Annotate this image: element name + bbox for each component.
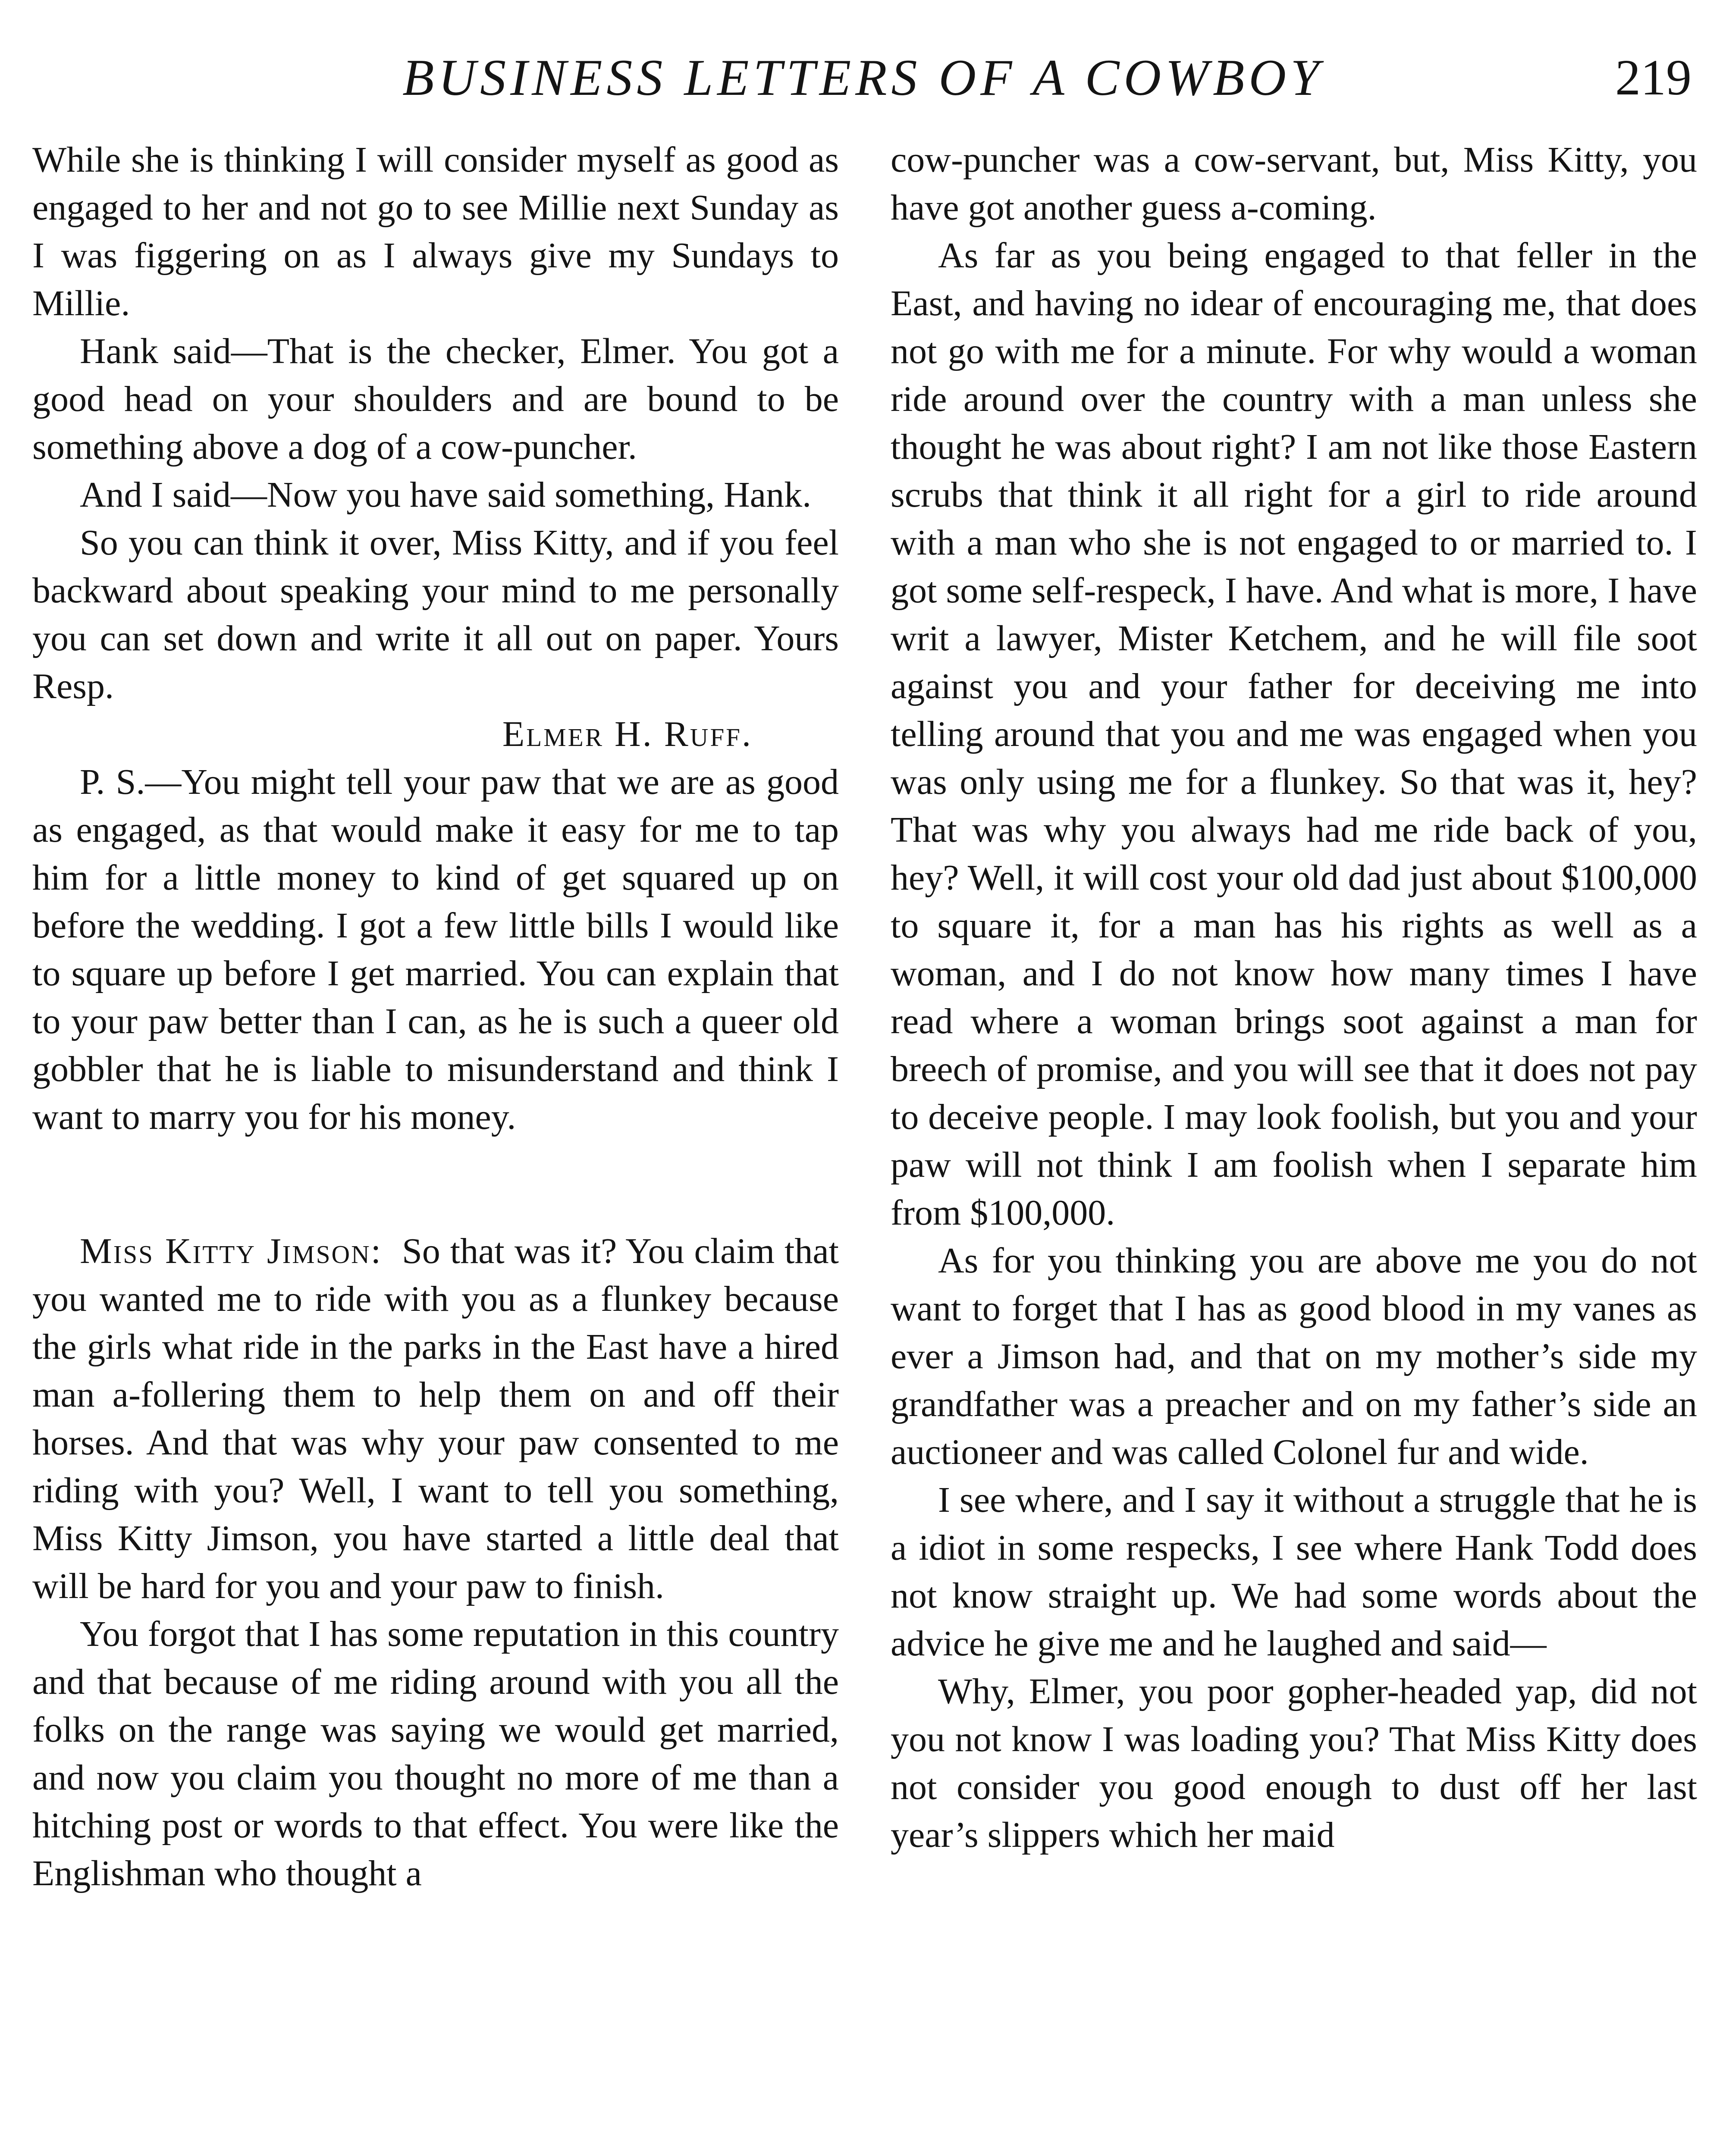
right-column: [891, 136, 1697, 1859]
paragraph-text: So that was it? You claim that you wanted me to ride with you as a flunkey because the girls what ride in the parks in the East have a hired man a-follering them to help them on and off their horses. And that was why your paw consented to me riding with you? Well, I want to tell you something, Miss Kitty Jimson, you have started a little deal that will be hard for you and your paw to finish.: [32, 1231, 839, 1606]
paragraph: I see where, and I say it without a struggle that he is a idiot in some respecks, I see where Hank Todd does not know straight up. We had some words about the advice he give me and he laughed and said—: [891, 1480, 1697, 1664]
paragraph: As for you thinking you are above me you do not want to forget that I has as good blood in my vanes as ever a Jimson had, and that on my mother’s side my grandfather was a preacher and on my father’s side an auctioneer and was called Colonel fur and wide.: [891, 1241, 1697, 1472]
paragraph: Why, Elmer, you poor gopher-headed yap, did not you not know I was loading you? That Miss Kitty does not consider you good enough to dust off her last year’s slippers which her maid: [891, 1671, 1697, 1855]
letter-opening: [32, 1227, 839, 1610]
paragraph: So you can think it over, Miss Kitty, and if you feel backward about speaking your mind to me personally you can set down and write it all out on paper. Yours Resp.: [32, 523, 839, 706]
page-header: [0, 34, 1726, 121]
paragraph: Hank said—That is the checker, Elmer. You got a good head on your shoulders and are bound to be something above a dog of a cow-puncher.: [32, 331, 839, 467]
paragraph: cow-puncher was a cow-servant, but, Miss Kitty, you have got another guess a-coming.: [891, 140, 1697, 228]
paragraph: And I said—Now you have said something, Hank.: [80, 475, 812, 515]
running-head-title: BUSINESS LETTERS OF A COWBOY: [402, 49, 1324, 106]
postscript: P. S.—You might tell your paw that we are as good as engaged, as that would make it easy for me to tap him for a little money to kind of get squared up on before the wedding. I got a few little bills I would like to square up before I get married. You can explain that to your paw better than I can, as he is such a queer old gobbler that he is liable to misunderstand and think I want to marry you for his money.: [32, 762, 839, 1137]
paragraph: As far as you being engaged to that feller in the East, and having no idear of encouraging me, that does not go with me for a minute. For why would a woman ride around over the country with a man unless she thought he was about right? I am not like those Eastern scrubs that think it all right for a girl to ride around with a man who she is not engaged to or married to. I got some self-respeck, I have. And what is more, I have writ a lawyer, Mister Ketchem, and he will file soot against you and your father for deceiving me into telling around that you and me was engaged when you was only using me for a flunkey. So that was it, hey? That was why you always had me ride back of you, hey? Well, it will cost your old dad just about $100,000 to square it, for a man has his rights as well as a woman, and I do not know how many times I have read where a woman brings soot against a man for breech of promise, and you will see that it does not pay to deceive people. I may look foolish, but you and your paw will not think I am foolish when I separate him from $100,000.: [891, 235, 1697, 1233]
page-number: 219: [1615, 49, 1691, 106]
letter-salutation: Miss Kitty Jimson:: [80, 1231, 383, 1271]
left-column: [32, 136, 839, 1897]
letter-signature: Elmer H. Ruff.: [502, 714, 753, 754]
paragraph: You forgot that I has some reputation in this country and that because of me riding around with you all the folks on the range was saying we would get married, and now you claim you thought no more of me than a hitching post or words to that effect. You were like the Englishman who thought a: [32, 1614, 839, 1893]
paragraph: While she is thinking I will consider myself as good as engaged to her and not go to see Millie next Sunday as I was figgering on as I always give my Sundays to Millie.: [32, 140, 839, 323]
